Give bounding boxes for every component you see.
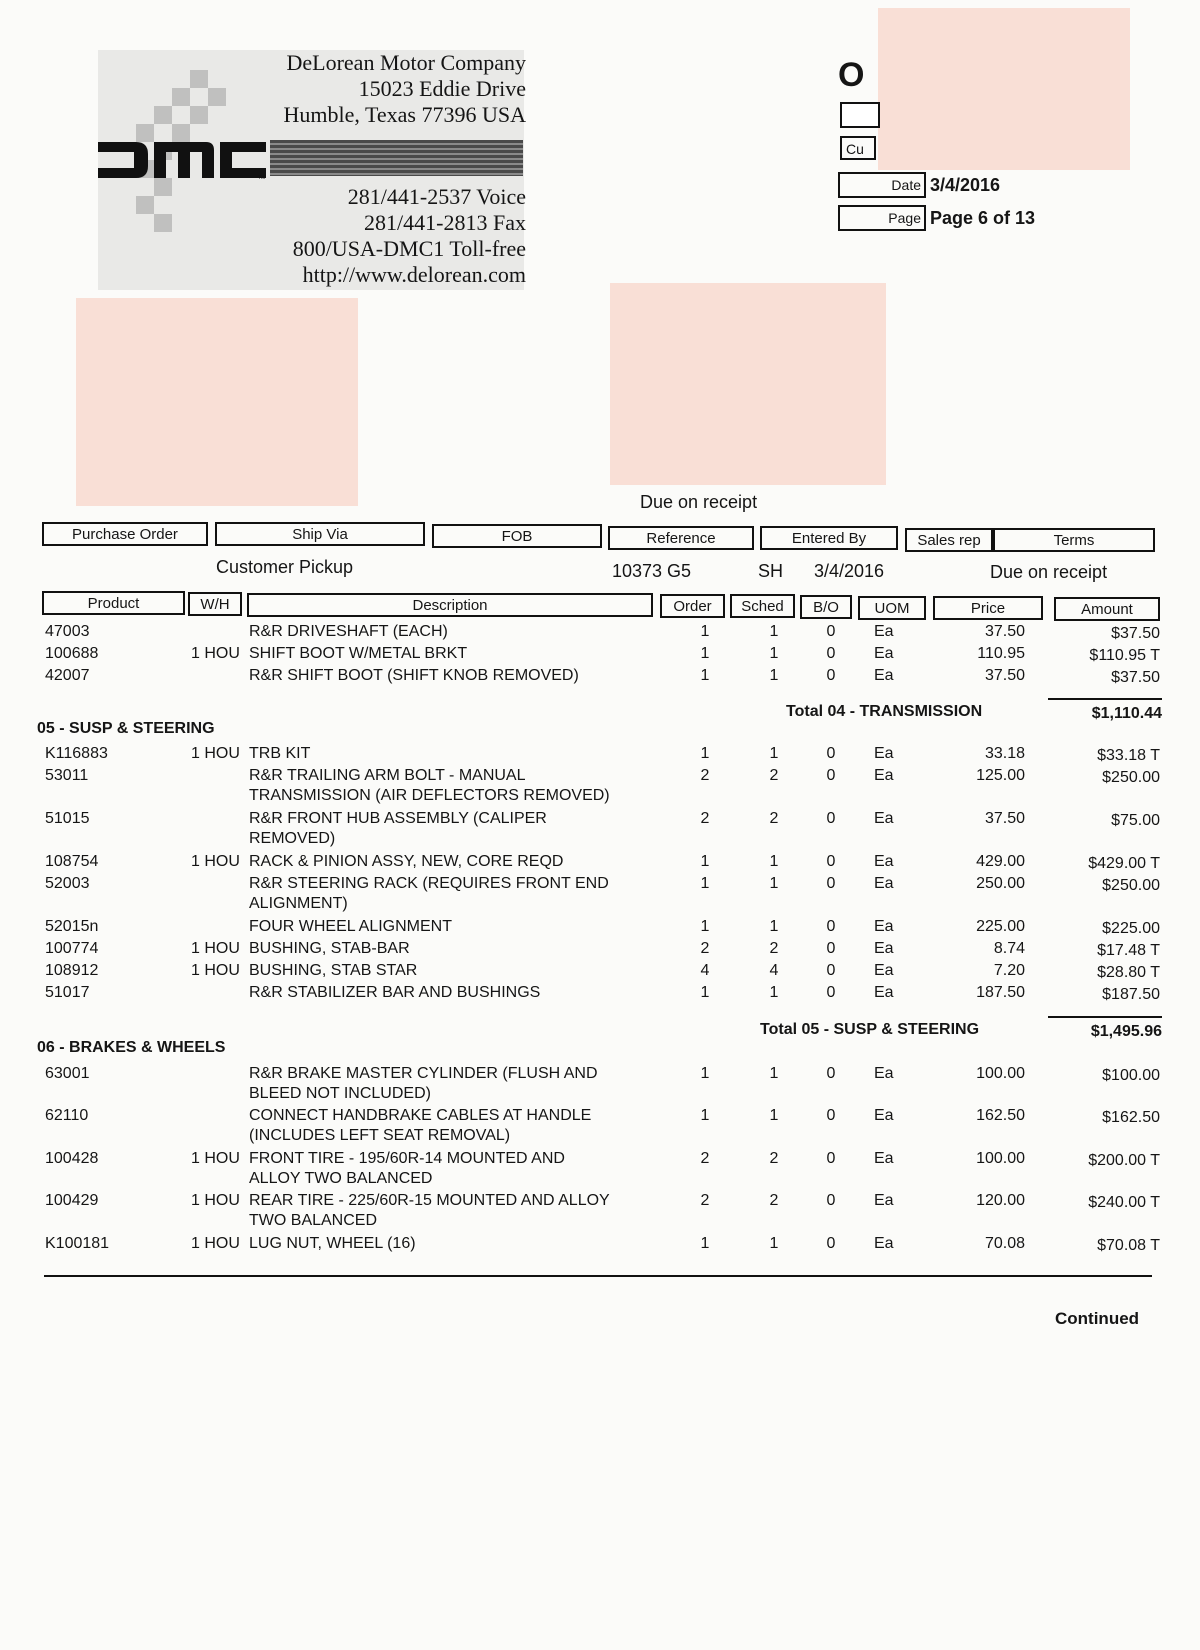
product-code: 100428	[45, 1150, 99, 1167]
uom: Ea	[874, 623, 894, 640]
line-amount: $37.50	[1111, 625, 1160, 642]
company-city: Humble, Texas 77396 USA	[283, 102, 526, 127]
order-qty: 1	[700, 745, 710, 762]
page-value: Page 6 of 13	[930, 208, 1036, 228]
unit-price: 125.00	[976, 767, 1025, 784]
reference-value: 10373 G5	[612, 561, 692, 581]
table-row	[0, 1234, 1200, 1254]
sched-qty: 1	[769, 853, 779, 870]
header-sales-rep: Sales rep	[905, 528, 993, 552]
header-entered-by: Entered By	[760, 526, 898, 550]
line-amount: $37.50	[1111, 669, 1160, 686]
col-uom: UOM	[858, 596, 926, 620]
unit-price: 70.08	[984, 1235, 1025, 1252]
due-note: Due on receipt	[640, 492, 758, 512]
product-code: 108912	[45, 962, 99, 979]
product-code: 47003	[45, 623, 90, 640]
backorder-qty: 0	[826, 645, 836, 662]
header-purchase-order: Purchase Order	[42, 522, 208, 546]
section-title: 06 - BRAKES & WHEELS	[37, 1039, 226, 1056]
product-code: 100688	[45, 645, 99, 662]
uom: Ea	[874, 645, 894, 662]
unit-price: 33.18	[984, 745, 1025, 762]
sched-qty: 1	[769, 667, 779, 684]
description-line: (INCLUDES LEFT SEAT REMOVAL)	[249, 1127, 511, 1144]
order-qty: 1	[700, 984, 710, 1001]
table-row	[0, 917, 1200, 937]
order-qty: 2	[700, 810, 710, 827]
sched-qty: 2	[769, 1192, 779, 1209]
product-code: 51015	[45, 810, 90, 827]
order-qty: 2	[700, 1192, 710, 1209]
unit-price: 250.00	[976, 875, 1025, 892]
line-amount: $110.95 T	[1089, 647, 1160, 664]
description-line: TRANSMISSION (AIR DEFLECTORS REMOVED)	[249, 787, 610, 804]
company-street: 15023 Eddie Drive	[358, 76, 526, 101]
line-amount: $17.48 T	[1097, 942, 1160, 959]
phone-tollfree: 800/USA-DMC1 Toll-free	[292, 236, 526, 261]
warehouse: 1 HOU	[191, 1150, 240, 1167]
line-amount: $187.50	[1102, 986, 1160, 1003]
unit-price: 8.74	[993, 940, 1025, 957]
group-total-amount: $1,110.44	[1091, 705, 1162, 722]
table-row	[0, 809, 1200, 847]
company-address	[170, 50, 526, 128]
backorder-qty: 0	[826, 1107, 836, 1124]
uom: Ea	[874, 810, 894, 827]
redaction-top-right	[878, 8, 1130, 170]
warehouse: 1 HOU	[191, 745, 240, 762]
description-line: R&R STABILIZER BAR AND BUSHINGS	[249, 984, 541, 1001]
description-line: CONNECT HANDBRAKE CABLES AT HANDLE	[249, 1107, 592, 1124]
date-value: 3/4/2016	[930, 175, 1001, 195]
description-line: R&R DRIVESHAFT (EACH)	[249, 623, 448, 640]
description-line: REAR TIRE - 225/60R-15 MOUNTED AND ALLOY	[249, 1192, 610, 1209]
order-qty: 2	[700, 1150, 710, 1167]
dmc-logo-icon	[98, 140, 268, 180]
line-amount: $70.08 T	[1097, 1237, 1160, 1254]
col-bo: B/O	[800, 595, 852, 619]
uom: Ea	[874, 962, 894, 979]
description-line: BUSHING, STAB STAR	[249, 962, 418, 979]
description-line: BLEED NOT INCLUDED)	[249, 1085, 431, 1102]
redaction-bill-to	[76, 298, 358, 506]
unit-price: 429.00	[976, 853, 1025, 870]
warehouse: 1 HOU	[191, 962, 240, 979]
col-product: Product	[42, 591, 185, 615]
table-row	[0, 1064, 1200, 1102]
section-title: 05 - SUSP & STEERING	[37, 720, 215, 737]
description-line: LUG NUT, WHEEL (16)	[249, 1235, 416, 1252]
product-code: 51017	[45, 984, 90, 1001]
sched-qty: 1	[769, 745, 779, 762]
table-row	[0, 644, 1200, 664]
description-line: TWO BALANCED	[249, 1212, 378, 1229]
unit-price: 120.00	[976, 1192, 1025, 1209]
unit-price: 225.00	[976, 918, 1025, 935]
table-row	[0, 1106, 1200, 1144]
sched-qty: 2	[769, 1150, 779, 1167]
company-contact	[170, 184, 526, 288]
unit-price: 110.95	[977, 645, 1025, 662]
phone-fax: 281/441-2813 Fax	[364, 210, 526, 235]
backorder-qty: 0	[826, 1150, 836, 1167]
doc-title: O	[838, 56, 865, 94]
terms-value: Due on receipt	[990, 562, 1108, 582]
uom: Ea	[874, 1150, 894, 1167]
order-qty: 2	[700, 940, 710, 957]
backorder-qty: 0	[826, 745, 836, 762]
uom: Ea	[874, 853, 894, 870]
col-amount: Amount	[1054, 597, 1160, 621]
sched-qty: 1	[769, 1235, 779, 1252]
website: http://www.delorean.com	[302, 262, 526, 287]
description-line: R&R FRONT HUB ASSEMBLY (CALIPER	[249, 810, 547, 827]
group-total-label: Total 05 - SUSP & STEERING	[760, 1021, 980, 1038]
unit-price: 162.50	[976, 1107, 1025, 1124]
order-qty: 1	[700, 1235, 710, 1252]
col-sched: Sched	[730, 594, 795, 618]
table-row	[0, 874, 1200, 912]
description-line: RACK & PINION ASSY, NEW, CORE REQD	[249, 853, 564, 870]
header-terms: Terms	[993, 528, 1155, 552]
company-name: DeLorean Motor Company	[286, 50, 526, 75]
product-code: K116883	[45, 745, 108, 762]
phone-voice: 281/441-2537 Voice	[347, 184, 526, 209]
line-amount: $250.00	[1102, 769, 1160, 786]
backorder-qty: 0	[826, 810, 836, 827]
uom: Ea	[874, 984, 894, 1001]
line-amount: $429.00 T	[1088, 855, 1160, 872]
backorder-qty: 0	[826, 1192, 836, 1209]
unit-price: 37.50	[984, 623, 1025, 640]
order-number-box	[840, 102, 880, 128]
product-code: 52015n	[45, 918, 99, 935]
order-qty: 4	[700, 962, 710, 979]
order-qty: 1	[700, 667, 710, 684]
product-code: 42007	[45, 667, 90, 684]
ship-via-value: Customer Pickup	[216, 557, 354, 577]
order-qty: 2	[700, 767, 710, 784]
warehouse: 1 HOU	[191, 1192, 240, 1209]
col-price: Price	[933, 596, 1043, 620]
backorder-qty: 0	[826, 875, 836, 892]
footer-rule	[44, 1275, 1152, 1277]
table-row	[0, 622, 1200, 642]
sched-qty: 1	[769, 623, 779, 640]
table-row	[0, 1191, 1200, 1229]
order-qty: 1	[700, 853, 710, 870]
order-qty: 1	[700, 1065, 710, 1082]
table-row	[0, 744, 1200, 764]
backorder-qty: 0	[826, 767, 836, 784]
order-qty: 1	[700, 623, 710, 640]
description-line: FOUR WHEEL ALIGNMENT	[249, 918, 452, 935]
sched-qty: 1	[769, 984, 779, 1001]
order-qty: 1	[700, 918, 710, 935]
unit-price: 100.00	[976, 1150, 1025, 1167]
table-row	[0, 766, 1200, 804]
description-line: TRB KIT	[249, 745, 311, 762]
backorder-qty: 0	[826, 667, 836, 684]
header-ship-via: Ship Via	[215, 522, 425, 546]
table-row	[0, 961, 1200, 981]
product-code: 52003	[45, 875, 90, 892]
uom: Ea	[874, 667, 894, 684]
description-line: ALIGNMENT)	[249, 895, 348, 912]
sched-qty: 1	[769, 1065, 779, 1082]
warehouse: 1 HOU	[191, 940, 240, 957]
warehouse: 1 HOU	[191, 1235, 240, 1252]
backorder-qty: 0	[826, 962, 836, 979]
line-amount: $250.00	[1102, 877, 1160, 894]
redaction-ship-to	[610, 283, 886, 485]
svg-text:TM: TM	[258, 175, 266, 180]
line-amount: $225.00	[1102, 920, 1160, 937]
description-line: R&R STEERING RACK (REQUIRES FRONT END	[249, 875, 609, 892]
backorder-qty: 0	[826, 918, 836, 935]
uom: Ea	[874, 1065, 894, 1082]
order-qty: 1	[700, 875, 710, 892]
customer-label: Cu	[840, 136, 876, 160]
uom: Ea	[874, 767, 894, 784]
col-order: Order	[660, 594, 725, 618]
warehouse: 1 HOU	[191, 645, 240, 662]
continued-label: Continued	[1055, 1309, 1140, 1328]
unit-price: 37.50	[984, 667, 1025, 684]
sched-qty: 2	[769, 940, 779, 957]
product-code: 100429	[45, 1192, 99, 1209]
unit-price: 187.50	[976, 984, 1025, 1001]
description-line: ALLOY TWO BALANCED	[249, 1170, 433, 1187]
line-amount: $33.18 T	[1097, 747, 1160, 764]
product-code: 108754	[45, 853, 99, 870]
header-reference: Reference	[608, 526, 754, 550]
order-qty: 1	[700, 1107, 710, 1124]
unit-price: 7.20	[993, 962, 1025, 979]
description-line: BUSHING, STAB-BAR	[249, 940, 410, 957]
logo-stripe	[270, 140, 523, 176]
uom: Ea	[874, 1192, 894, 1209]
line-amount: $100.00	[1102, 1067, 1160, 1084]
description-line: FRONT TIRE - 195/60R-14 MOUNTED AND	[249, 1150, 565, 1167]
line-amount: $240.00 T	[1088, 1194, 1160, 1211]
unit-price: 100.00	[976, 1065, 1025, 1082]
unit-price: 37.50	[984, 810, 1025, 827]
entered-by-value: SH	[758, 561, 784, 581]
description-line: R&R BRAKE MASTER CYLINDER (FLUSH AND	[249, 1065, 598, 1082]
sched-qty: 1	[769, 918, 779, 935]
subtotal-rule	[1048, 698, 1162, 700]
header-fob: FOB	[432, 524, 602, 548]
description-line: REMOVED)	[249, 830, 336, 847]
description-line: R&R TRAILING ARM BOLT - MANUAL	[249, 767, 526, 784]
line-amount: $200.00 T	[1088, 1152, 1160, 1169]
product-code: 53011	[45, 767, 89, 784]
uom: Ea	[874, 940, 894, 957]
sched-qty: 2	[769, 810, 779, 827]
subtotal-rule	[1048, 1016, 1162, 1018]
table-row	[0, 852, 1200, 872]
warehouse: 1 HOU	[191, 853, 240, 870]
table-row	[0, 983, 1200, 1003]
backorder-qty: 0	[826, 1065, 836, 1082]
product-code: K100181	[45, 1235, 110, 1252]
group-total-amount: $1,495.96	[1090, 1023, 1162, 1040]
entered-date-value: 3/4/2016	[814, 561, 885, 581]
sched-qty: 1	[769, 645, 779, 662]
uom: Ea	[874, 745, 894, 762]
uom: Ea	[874, 918, 894, 935]
backorder-qty: 0	[826, 984, 836, 1001]
uom: Ea	[874, 1235, 894, 1252]
backorder-qty: 0	[826, 853, 836, 870]
order-qty: 1	[700, 645, 710, 662]
line-amount: $162.50	[1102, 1109, 1160, 1126]
product-code: 62110	[45, 1107, 89, 1124]
product-code: 100774	[45, 940, 99, 957]
description-line: R&R SHIFT BOOT (SHIFT KNOB REMOVED)	[249, 667, 579, 684]
uom: Ea	[874, 875, 894, 892]
sched-qty: 4	[769, 962, 779, 979]
backorder-qty: 0	[826, 940, 836, 957]
sched-qty: 1	[769, 875, 779, 892]
sched-qty: 1	[769, 1107, 779, 1124]
page-label: Page	[838, 205, 926, 231]
date-label: Date	[838, 172, 926, 198]
col-wh: W/H	[188, 592, 242, 616]
table-row	[0, 1149, 1200, 1187]
group-total-label: Total 04 - TRANSMISSION	[786, 703, 983, 720]
backorder-qty: 0	[826, 623, 836, 640]
sched-qty: 2	[769, 767, 779, 784]
product-code: 63001	[45, 1065, 90, 1082]
line-amount: $28.80 T	[1097, 964, 1160, 981]
line-amount: $75.00	[1111, 812, 1160, 829]
description-line: SHIFT BOOT W/METAL BRKT	[249, 645, 468, 662]
backorder-qty: 0	[826, 1235, 836, 1252]
table-row	[0, 939, 1200, 959]
col-description: Description	[247, 593, 653, 617]
uom: Ea	[874, 1107, 894, 1124]
table-row	[0, 666, 1200, 686]
